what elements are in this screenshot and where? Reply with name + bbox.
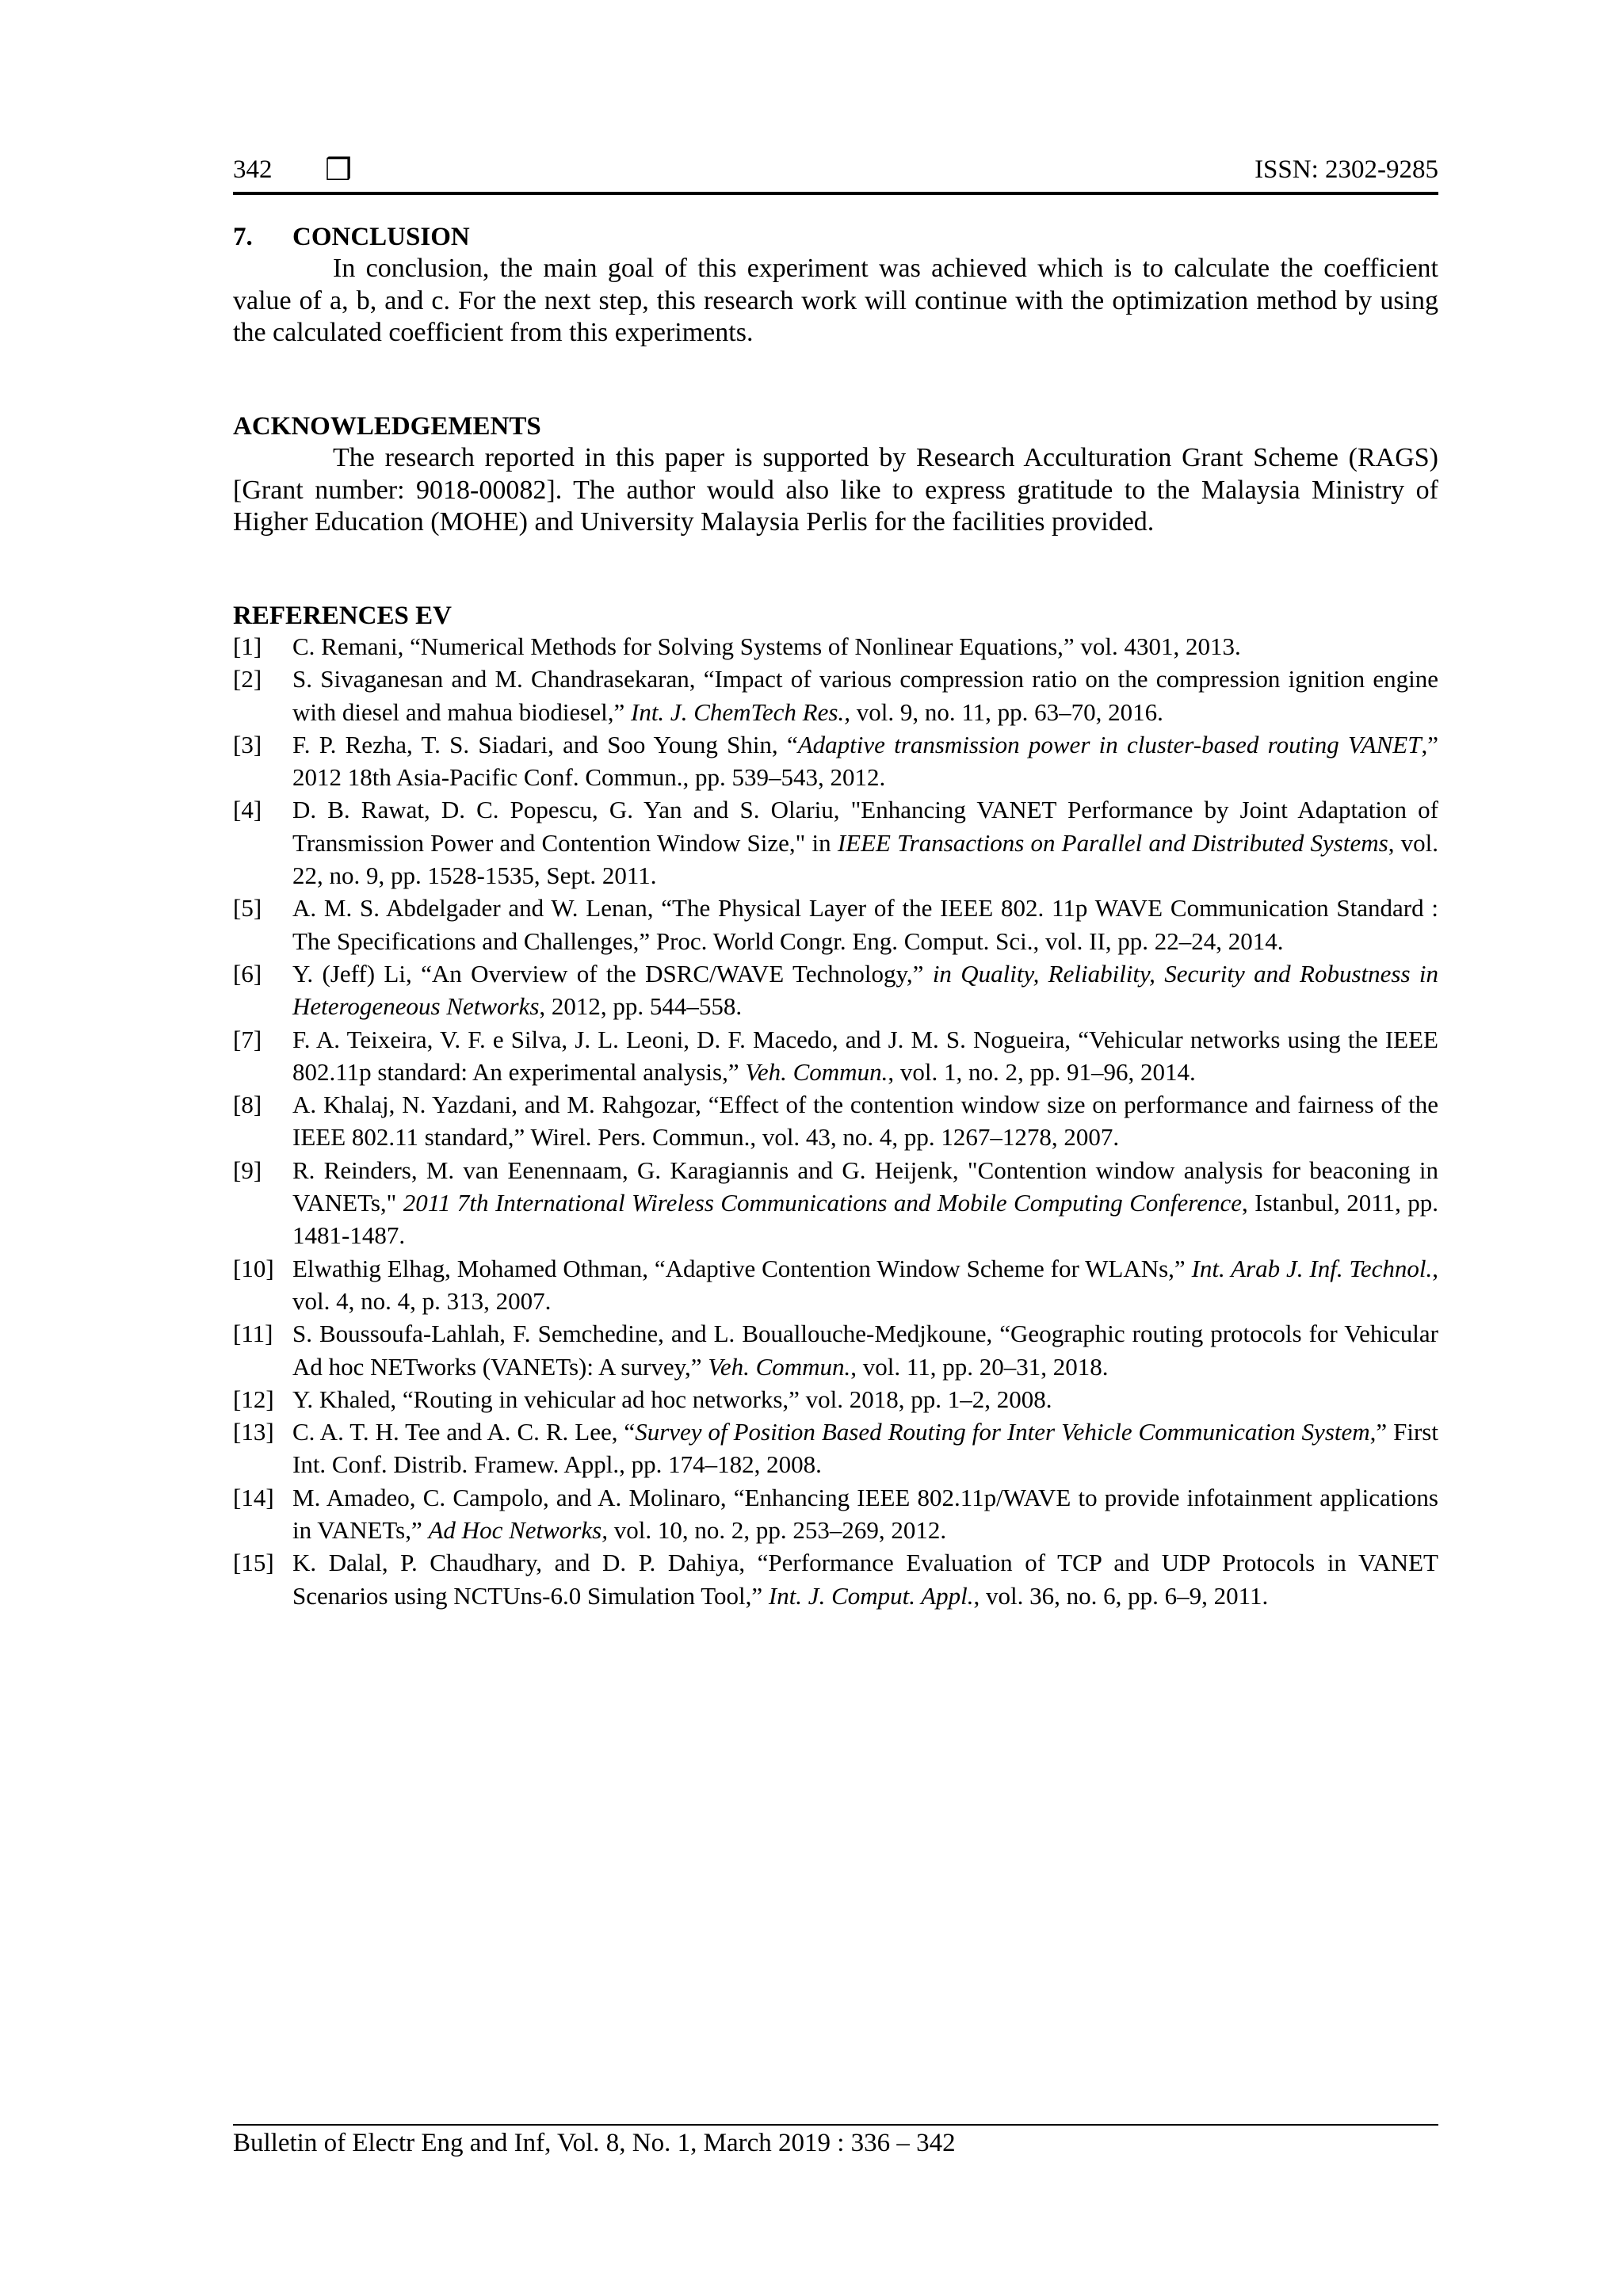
reference-text: , vol. 22, no. 9, pp. 1528-1535, Sept. 2011. bbox=[292, 828, 1438, 890]
reference-text: , 2012, pp. 544–558. bbox=[539, 992, 743, 1021]
reference-text: vol. 9, no. 11, pp. 63–70, 2016. bbox=[850, 697, 1163, 726]
reference-number: [8] bbox=[233, 1091, 262, 1119]
reference-text: , vol. 36, no. 6, pp. 6–9, 2011. bbox=[973, 1581, 1269, 1610]
reference-number: [15] bbox=[233, 1549, 274, 1577]
reference-item bbox=[233, 663, 1438, 728]
acknowledgements-heading: ACKNOWLEDGEMENTS bbox=[233, 412, 541, 441]
header-rule bbox=[233, 192, 1438, 195]
reference-text: C. Remani, “Numerical Methods for Solving Systems of Nonlinear Equations,” vol. 4301, 2013. bbox=[292, 632, 1241, 660]
references-list bbox=[233, 630, 1438, 1612]
reference-text: A. Khalaj, N. Yazdani, and M. Rahgozar, “Effect of the contention window size on performance and fairness of the IEEE 802.11 standard,” Wirel. Pers. Commun., vol. 43, no. 4, pp. 1267–1278, 2007. bbox=[292, 1091, 1438, 1152]
reference-text: vol. 10, no. 2, pp. 253–269, 2012. bbox=[607, 1516, 947, 1545]
reference-text: Y. (Jeff) Li, “An Overview of the DSRC/WAVE Technology,” bbox=[292, 959, 933, 988]
conclusion-text: In conclusion, the main goal of this experiment was achieved which is to calculate the coefficient value of a, b, and c. For the next step, this research work will continue with the optimization method by using the calculated coefficient from this experiments. bbox=[233, 254, 1438, 347]
reference-text: F. A. Teixeira, V. F. e Silva, J. L. Leoni, D. F. Macedo, and J. M. S. Nogueira, “Vehicular networks using the IEEE 802.11p standard: An experimental analysis,” bbox=[292, 1025, 1438, 1086]
reference-item bbox=[233, 1415, 1438, 1481]
reference-venue: Veh. Commun. bbox=[745, 1057, 888, 1086]
reference-venue: Adaptive transmission power in cluster-based routing VANET bbox=[797, 730, 1422, 758]
reference-text: C. A. T. H. Tee and A. C. R. Lee, “ bbox=[292, 1418, 636, 1446]
reference-venue: 2011 7th International Wireless Communications and Mobile Computing Conference bbox=[403, 1189, 1242, 1217]
reference-venue: Veh. Commun. bbox=[708, 1352, 851, 1381]
reference-venue: Ad Hoc Networks, bbox=[428, 1516, 608, 1545]
acknowledgements-section bbox=[233, 411, 1438, 539]
reference-item bbox=[233, 1383, 1438, 1415]
reference-text: K. Dalal, P. Chaudhary, and D. P. Dahiya, “Performance Evaluation of TCP and UDP Protocols in VANET Scenarios using NCTUns-6.0 Simulation Tool,” bbox=[292, 1549, 1438, 1610]
reference-item bbox=[233, 728, 1438, 794]
reference-text: Elwathig Elhag, Mohamed Othman, “Adaptive Contention Window Scheme for WLANs,” bbox=[292, 1254, 1192, 1282]
reference-item bbox=[233, 1023, 1438, 1089]
reference-item bbox=[233, 793, 1438, 892]
reference-text: Y. Khaled, “Routing in vehicular ad hoc networks,” vol. 2018, pp. 1–2, 2008. bbox=[292, 1385, 1052, 1413]
reference-text: R. Reinders, M. van Eenennaam, G. Karagiannis and G. Heijenk, "Contention window analysis for beaconing in VANETs," bbox=[292, 1156, 1438, 1217]
reference-number: [10] bbox=[233, 1254, 274, 1282]
footer-rule bbox=[233, 2124, 1438, 2126]
page-header bbox=[233, 155, 1438, 193]
reference-text: , Istanbul, 2011, pp. 1481-1487. bbox=[292, 1189, 1438, 1250]
reference-text: D. B. Rawat, D. C. Popescu, G. Yan and S. Olariu, "Enhancing VANET Performance by Joint Adaptation of Transmission Power and Contention Window Size," in bbox=[292, 796, 1438, 857]
reference-number: [1] bbox=[233, 632, 262, 660]
reference-number: [9] bbox=[233, 1156, 262, 1184]
reference-number: [3] bbox=[233, 730, 262, 758]
reference-text: S. Boussoufa-Lahlah, F. Semchedine, and L. Bouallouche-Medjkoune, “Geographic routing protocols for Vehicular Ad hoc NETworks (VANETs): A survey,” bbox=[292, 1320, 1438, 1381]
reference-text: M. Amadeo, C. Campolo, and A. Molinaro, “Enhancing IEEE 802.11p/WAVE to provide infotainment applications in VANETs,” bbox=[292, 1483, 1438, 1545]
reference-text: S. Sivaganesan and M. Chandrasekaran, “Impact of various compression ratio on the compression ignition engine with diesel and mahua biodiesel,” bbox=[292, 665, 1438, 726]
conclusion-heading bbox=[233, 221, 1438, 253]
reference-venue: Int. Arab J. Inf. Technol. bbox=[1191, 1254, 1433, 1282]
reference-item bbox=[233, 1252, 1438, 1318]
page-footer: Bulletin of Electr Eng and Inf, Vol. 8, No. 1, March 2019 : 336 – 342 bbox=[233, 2129, 956, 2157]
reference-text: , vol. 4, no. 4, p. 313, 2007. bbox=[292, 1254, 1438, 1315]
reference-text: F. P. Rezha, T. S. Siadari, and Soo Young Shin, “ bbox=[292, 730, 798, 758]
acknowledgements-text: The research reported in this paper is supported by Research Acculturation Grant Scheme (RAGS) [Grant number: 9018-00082]. The author would also like to express gratitude to the Malaysia Ministry of Higher Education (MOHE) and University Malaysia Perlis for the facilities provided. bbox=[233, 443, 1438, 537]
reference-number: [6] bbox=[233, 959, 262, 988]
reference-item bbox=[233, 630, 1438, 663]
reference-item bbox=[233, 957, 1438, 1023]
reference-item bbox=[233, 1317, 1438, 1383]
reference-number: [4] bbox=[233, 796, 262, 824]
issn: ISSN: 2302-9285 bbox=[1254, 155, 1438, 184]
reference-number: [5] bbox=[233, 894, 262, 923]
reference-number: [2] bbox=[233, 665, 262, 693]
reference-item bbox=[233, 1154, 1438, 1252]
conclusion-section bbox=[233, 221, 1438, 350]
square-bullet-icon: ❒ bbox=[325, 154, 353, 187]
reference-venue: Int. J. ChemTech Res., bbox=[631, 697, 850, 726]
reference-text: A. M. S. Abdelgader and W. Lenan, “The Physical Layer of the IEEE 802. 11p WAVE Communication Standard : The Specifications and Challenges,” Proc. World Congr. Eng. Comput. Sci., vol. II, pp. 22–24, 2014. bbox=[292, 894, 1438, 955]
reference-venue: IEEE Transactions on Parallel and Distributed Systems bbox=[837, 828, 1388, 857]
reference-text: ,” 2012 18th Asia-Pacific Conf. Commun., pp. 539–543, 2012. bbox=[292, 730, 1438, 792]
reference-item bbox=[233, 1088, 1438, 1154]
reference-venue: Int. J. Comput. Appl. bbox=[768, 1581, 974, 1610]
reference-text: , vol. 11, pp. 20–31, 2018. bbox=[850, 1352, 1109, 1381]
reference-item bbox=[233, 892, 1438, 957]
references-heading: REFERENCES EV bbox=[233, 602, 452, 630]
reference-venue: Survey of Position Based Routing for Inter Vehicle Communication System bbox=[635, 1418, 1370, 1446]
reference-text: ,” First Int. Conf. Distrib. Framew. Appl., pp. 174–182, 2008. bbox=[292, 1418, 1438, 1479]
reference-number: [14] bbox=[233, 1483, 274, 1511]
reference-number: [11] bbox=[233, 1320, 273, 1348]
reference-item bbox=[233, 1546, 1438, 1612]
reference-venue: in Quality, Reliability, Security and Robustness in Heterogeneous Networks bbox=[292, 959, 1438, 1021]
reference-text: , vol. 1, no. 2, pp. 91–96, 2014. bbox=[888, 1057, 1196, 1086]
section-title: CONCLUSION bbox=[292, 223, 470, 251]
reference-item bbox=[233, 1481, 1438, 1547]
page-number: 342 bbox=[233, 155, 273, 184]
section-number: 7. bbox=[233, 223, 253, 251]
reference-number: [13] bbox=[233, 1418, 274, 1446]
reference-number: [7] bbox=[233, 1025, 262, 1053]
reference-number: [12] bbox=[233, 1385, 274, 1413]
